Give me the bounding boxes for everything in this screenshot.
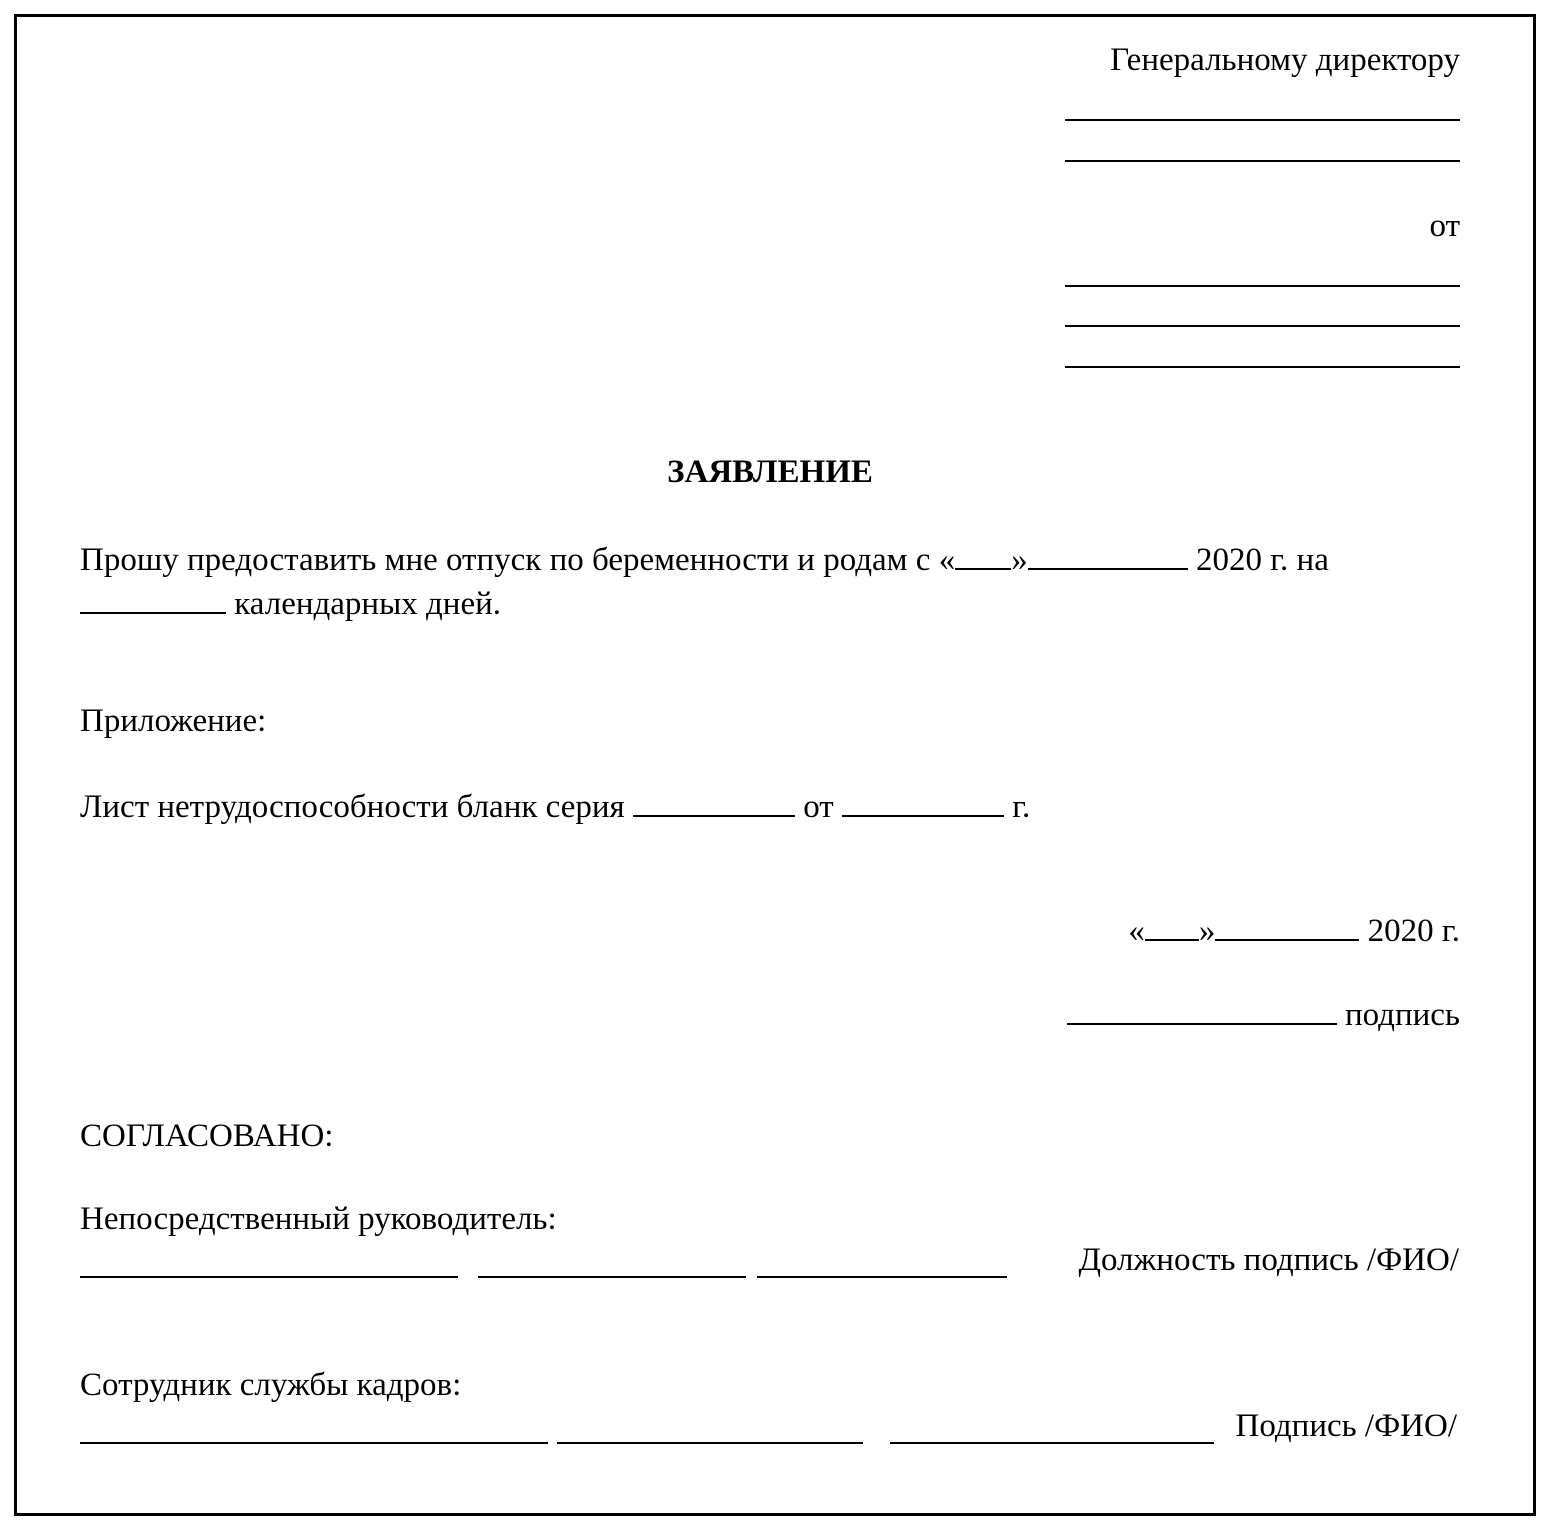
days-count-blank[interactable] (80, 586, 226, 614)
request-text-1: Прошу предоставить мне отпуск по беременности и родам с « (80, 542, 956, 578)
date-open-quote: « (1128, 913, 1145, 949)
date-close-quote: » (1198, 913, 1216, 949)
signature-blank[interactable] (1067, 997, 1337, 1025)
from-label: от (1429, 208, 1460, 244)
request-text-3: 2020 г. на (1187, 542, 1329, 578)
addressee-line-1[interactable] (1065, 119, 1460, 121)
sick-leave-line (80, 789, 1030, 824)
approved-label: СОГЛАСОВАНО: (80, 1118, 334, 1154)
date-month-blank[interactable] (1215, 913, 1359, 941)
request-paragraph (80, 538, 1460, 626)
addressee-text: Генеральному директору (1110, 42, 1460, 78)
manager-label: Непосредственный руководитель: (80, 1201, 557, 1237)
signature-line (1067, 997, 1460, 1032)
request-text-4: календарных дней. (226, 586, 502, 622)
signature-label: подпись (1336, 997, 1460, 1033)
series-blank[interactable] (633, 789, 795, 817)
hr-caption: Подпись /ФИО/ (1235, 1408, 1457, 1444)
manager-signature-line[interactable] (478, 1276, 746, 1278)
addressee-line-2[interactable] (1065, 160, 1460, 162)
manager-position-line[interactable] (80, 1276, 458, 1278)
month-blank[interactable] (1028, 542, 1188, 570)
hr-line-1[interactable] (80, 1442, 548, 1444)
sick-leave-text-1: Лист нетрудоспособности бланк серия (80, 789, 633, 825)
hr-line-3[interactable] (890, 1442, 1214, 1444)
date-day-blank[interactable] (1145, 913, 1199, 941)
date-year: 2020 г. (1359, 913, 1460, 949)
sick-leave-text-3: г. (1003, 789, 1031, 825)
date-line (1128, 913, 1460, 948)
document-frame (14, 14, 1536, 1516)
document-title: ЗАЯВЛЕНИЕ (667, 454, 873, 490)
sick-leave-text-2: от (794, 789, 842, 825)
request-text-2: » (1011, 542, 1028, 578)
hr-line-2[interactable] (557, 1442, 863, 1444)
manager-name-line[interactable] (757, 1276, 1007, 1278)
day-blank[interactable] (955, 542, 1011, 570)
from-line-3[interactable] (1065, 366, 1460, 368)
attachment-label: Приложение: (80, 703, 267, 739)
from-line-2[interactable] (1065, 325, 1460, 327)
manager-caption: Должность подпись /ФИО/ (1078, 1242, 1459, 1278)
hr-label: Сотрудник службы кадров: (80, 1367, 462, 1403)
from-line-1[interactable] (1065, 285, 1460, 287)
sick-leave-date-blank[interactable] (842, 789, 1004, 817)
